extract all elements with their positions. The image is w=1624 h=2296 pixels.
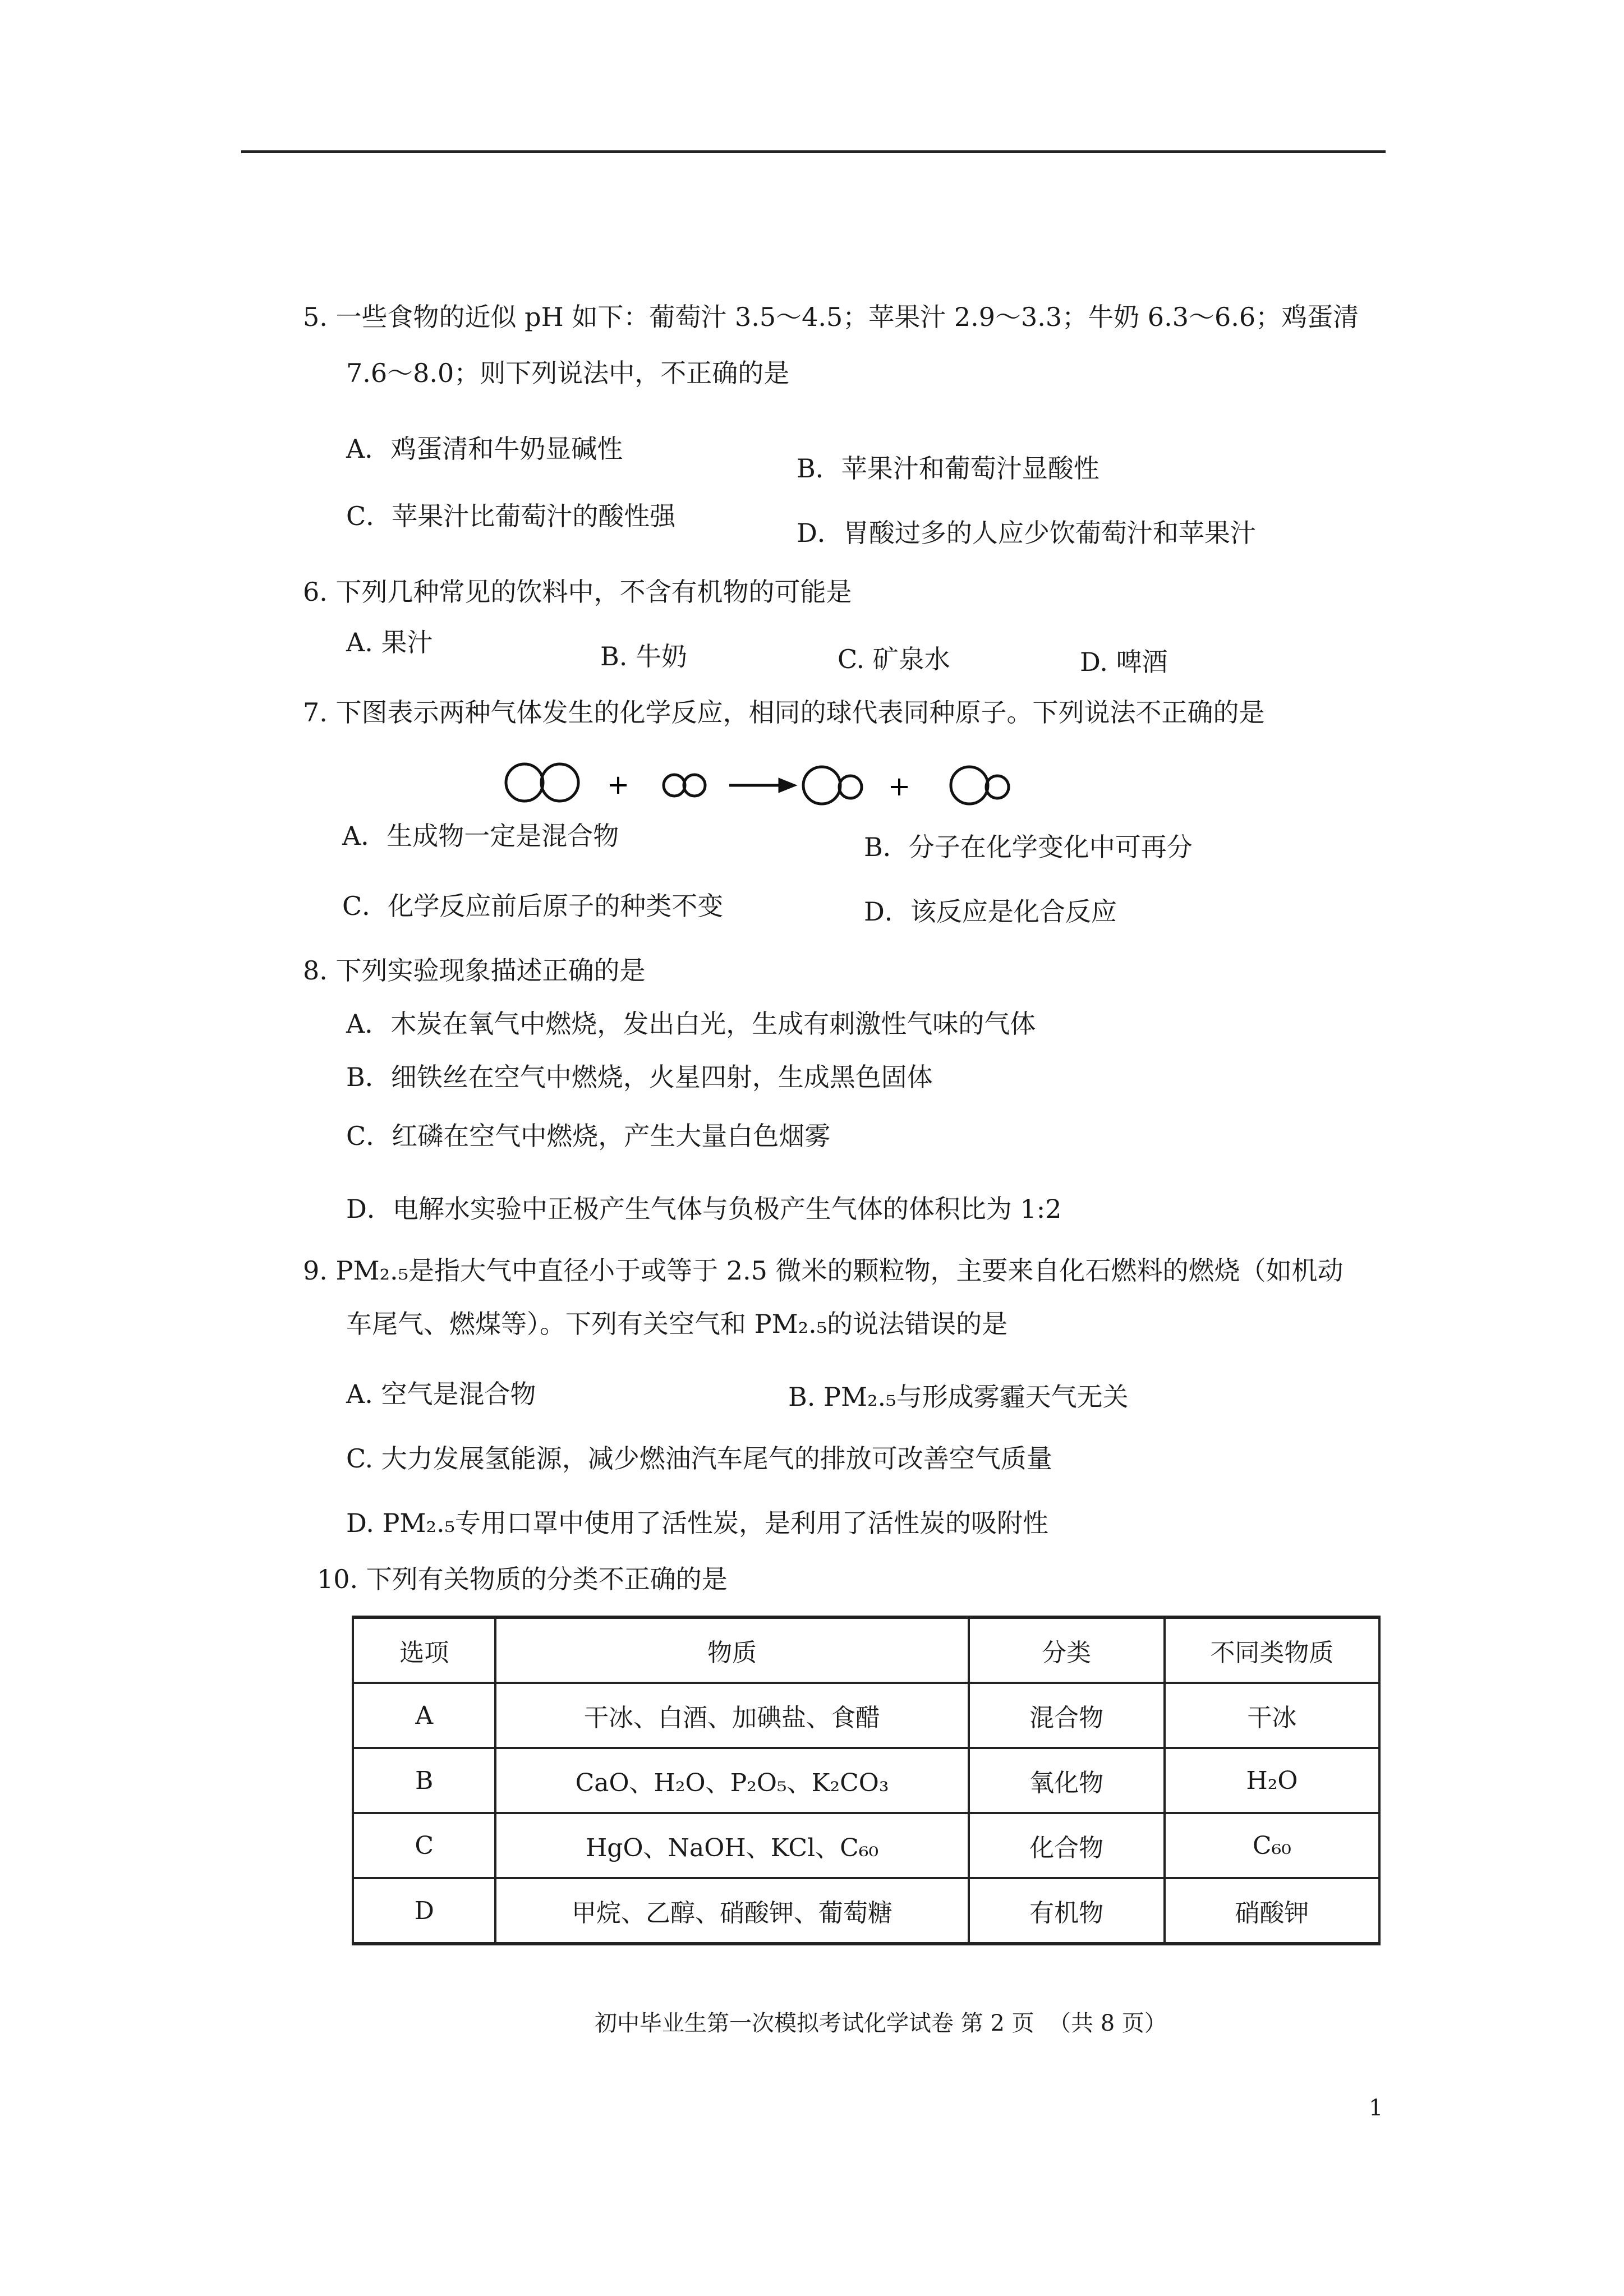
- reaction-diagram: [494, 754, 1027, 811]
- table-row: [353, 1683, 1379, 1748]
- cell-option: B: [353, 1748, 495, 1813]
- table-row: [353, 1748, 1379, 1813]
- q8-option-a: A．木炭在氧气中燃烧，发出白光，生成有刺激性气味的气体: [346, 1009, 1036, 1039]
- q5-stem-line2: 7.6～8.0；则下列说法中，不正确的是: [346, 358, 790, 388]
- product-1-atom-small: [839, 776, 862, 798]
- plus-sign-2: +: [887, 771, 911, 802]
- q7-option-a: A．生成物一定是混合物: [342, 821, 619, 851]
- q9-stem-line2: 车尾气、燃煤等）。下列有关空气和 PM₂.₅的说法错误的是: [346, 1309, 1008, 1339]
- q7-option-c: C．化学反应前后原子的种类不变: [342, 891, 724, 921]
- q5-stem-line1: 5. 一些食物的近似 pH 如下：葡萄汁 3.5～4.5；苹果汁 2.9～3.3；牛奶 6.3～6.6；鸡蛋清: [303, 302, 1359, 332]
- cell-odd-one-out: C₆₀: [1165, 1813, 1379, 1878]
- product-2-atom-small: [986, 776, 1009, 798]
- q9-option-d: D. PM₂.₅专用口罩中使用了活性炭，是利用了活性炭的吸附性: [346, 1508, 1049, 1538]
- cell-odd-one-out: H₂O: [1165, 1748, 1379, 1813]
- product-1-atom-large: [803, 767, 840, 804]
- q6-option-c: C. 矿泉水: [838, 644, 950, 674]
- page-number: 1: [1369, 2095, 1383, 2121]
- table-row: [353, 1878, 1379, 1944]
- q8-stem: 8. 下列实验现象描述正确的是: [303, 955, 646, 986]
- header-substance: 物质: [495, 1617, 968, 1683]
- q8-option-b: B．细铁丝在空气中燃烧，火星四射，生成黑色固体: [346, 1062, 933, 1092]
- q7-option-b: B．分子在化学变化中可再分: [864, 832, 1193, 862]
- cell-option: C: [353, 1813, 495, 1878]
- q5-option-a: A．鸡蛋清和牛奶显碱性: [346, 434, 623, 464]
- q6-option-a: A. 果汁: [346, 627, 433, 657]
- cell-option: A: [353, 1683, 495, 1748]
- q10-stem: 10. 下列有关物质的分类不正确的是: [317, 1564, 728, 1594]
- q9-stem-line1: 9. PM₂.₅是指大气中直径小于或等于 2.5 微米的颗粒物，主要来自化石燃料的燃烧（如机动: [303, 1255, 1344, 1286]
- page-footer: 初中毕业生第一次模拟考试化学试卷 第 2 页 （共 8 页）: [595, 2010, 1167, 2036]
- reactant-1-atom-a: [506, 764, 543, 801]
- plus-sign-1: +: [606, 769, 630, 800]
- q7-stem: 7. 下图表示两种气体发生的化学反应，相同的球代表同种原子。下列说法不正确的是: [303, 697, 1265, 728]
- q9-option-b: B. PM₂.₅与形成雾霾天气无关: [788, 1382, 1129, 1412]
- cell-substance: 甲烷、乙醇、硝酸钾、葡萄糖: [495, 1878, 968, 1944]
- cell-category: 化合物: [969, 1813, 1165, 1878]
- q6-option-d: D. 啤酒: [1080, 647, 1168, 677]
- cell-category: 有机物: [969, 1878, 1165, 1944]
- q8-option-d: D．电解水实验中正极产生气体与负极产生气体的体积比为 1:2: [346, 1194, 1062, 1224]
- header-rule: [241, 150, 1386, 153]
- q5-option-d: D．胃酸过多的人应少饮葡萄汁和苹果汁: [797, 518, 1256, 548]
- classification-table: [352, 1616, 1381, 1945]
- cell-category: 氧化物: [969, 1748, 1165, 1813]
- q5-option-b: B．苹果汁和葡萄汁显酸性: [797, 453, 1099, 484]
- q7-option-d: D．该反应是化合反应: [864, 896, 1117, 927]
- table-header-row: [353, 1617, 1379, 1683]
- q6-option-b: B. 牛奶: [600, 641, 688, 671]
- cell-substance: HgO、NaOH、KCl、C₆₀: [495, 1813, 968, 1878]
- q6-stem: 6. 下列几种常见的饮料中，不含有机物的可能是: [303, 577, 852, 607]
- reaction-arrowhead: [780, 780, 794, 791]
- cell-option: D: [353, 1878, 495, 1944]
- q9-option-a: A. 空气是混合物: [346, 1379, 536, 1409]
- cell-category: 混合物: [969, 1683, 1165, 1748]
- reactant-2-atom-b: [684, 775, 705, 796]
- reactant-1-atom-b: [541, 764, 578, 801]
- cell-odd-one-out: 干冰: [1165, 1683, 1379, 1748]
- cell-odd-one-out: 硝酸钾: [1165, 1878, 1379, 1944]
- cell-substance: CaO、H₂O、P₂O₅、K₂CO₃: [495, 1748, 968, 1813]
- header-category: 分类: [969, 1617, 1165, 1683]
- header-option: 选项: [353, 1617, 495, 1683]
- cell-substance: 干冰、白酒、加碘盐、食醋: [495, 1683, 968, 1748]
- q9-option-c: C. 大力发展氢能源，减少燃油汽车尾气的排放可改善空气质量: [346, 1443, 1052, 1474]
- table-row: [353, 1813, 1379, 1878]
- reactant-2-atom-a: [664, 775, 685, 796]
- header-odd-one-out: 不同类物质: [1165, 1617, 1379, 1683]
- product-2-atom-large: [951, 767, 988, 804]
- q8-option-c: C．红磷在空气中燃烧，产生大量白色烟雾: [346, 1121, 831, 1151]
- q5-option-c: C．苹果汁比葡萄汁的酸性强: [346, 501, 676, 531]
